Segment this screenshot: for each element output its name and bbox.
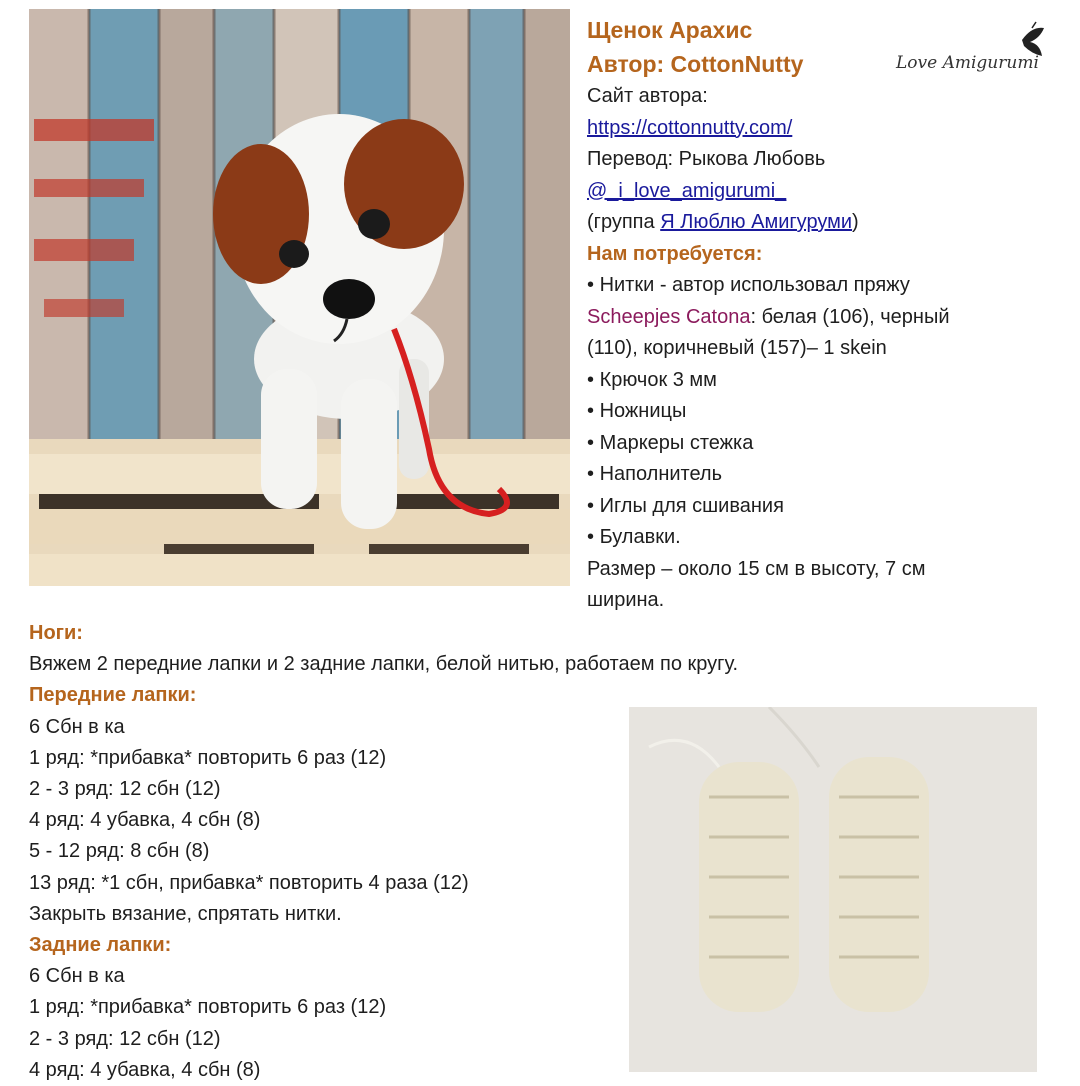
list-item: 6 Сбн в ка bbox=[29, 965, 125, 988]
instagram-link[interactable]: @_i_love_amigurumi_ bbox=[587, 179, 787, 202]
list-item: Закрыть вязание, спрятать нитки. bbox=[29, 902, 342, 925]
list-item: 2 - 3 ряд: 12 сбн (12) bbox=[29, 778, 221, 801]
list-item: 4 ряд: 4 убавка, 4 сбн (8) bbox=[29, 809, 261, 832]
site-link[interactable]: https://cottonnutty.com/ bbox=[587, 116, 793, 139]
size-line-2: ширина. bbox=[587, 589, 665, 611]
crochet-legs-photo bbox=[629, 707, 1037, 1072]
pattern-title: Щенок Арахис bbox=[587, 17, 753, 43]
list-item: • Крючок 3 мм bbox=[587, 365, 1047, 397]
list-item: • Булавки. bbox=[587, 522, 1047, 554]
list-item: 1 ряд: *прибавка* повторить 6 раз (12) bbox=[29, 996, 387, 1019]
list-item: 6 Сбн в ка bbox=[29, 715, 125, 738]
group-link[interactable]: Я Люблю Амигуруми bbox=[660, 211, 853, 233]
legs-intro: Вяжем 2 передние лапки и 2 задние лапки, белой нитью, работаем по кругу. bbox=[29, 653, 739, 676]
group-prefix: (группа bbox=[587, 211, 661, 233]
yarn-colors: : белая (106), черный bbox=[750, 305, 950, 328]
list-item: 4 ряд: 4 убавка, 4 сбн (8) bbox=[29, 1058, 261, 1081]
pattern-author: Автор: CottonNutty bbox=[587, 51, 804, 77]
site-label: Сайт автора: bbox=[587, 85, 708, 107]
group-suffix: ) bbox=[852, 211, 859, 233]
puppy-photo bbox=[29, 9, 570, 586]
pattern-header bbox=[587, 13, 1047, 617]
list-item: 1 ряд: *прибавка* повторить 6 раз (12) bbox=[29, 746, 387, 769]
yarn-line-3: (110), коричневый (157)– 1 skein bbox=[587, 337, 887, 359]
list-item: • Наполнитель bbox=[587, 459, 1047, 491]
group-line bbox=[587, 207, 1047, 239]
yarn-line-1: • Нитки - автор использовал пряжу bbox=[587, 270, 1047, 302]
back-legs-heading: Задние лапки: bbox=[29, 934, 172, 957]
list-item: • Ножницы bbox=[587, 396, 1047, 428]
yarn-line-2 bbox=[587, 302, 1047, 334]
front-legs-heading: Передние лапки: bbox=[29, 684, 197, 707]
logo-text: Love Amigurumi bbox=[896, 53, 1039, 73]
list-item: 13 ряд: *1 сбн, прибавка* повторить 4 раза (12) bbox=[29, 871, 469, 894]
legs-heading: Ноги: bbox=[29, 622, 83, 644]
list-item: 2 - 3 ряд: 12 сбн (12) bbox=[29, 1027, 221, 1050]
size-line-1: Размер – около 15 см в высоту, 7 см bbox=[587, 557, 926, 580]
list-item: • Иглы для сшивания bbox=[587, 491, 1047, 523]
translation-credit: Перевод: Рыкова Любовь bbox=[587, 148, 826, 170]
list-item: • Маркеры стежка bbox=[587, 428, 1047, 460]
list-item: 5 - 12 ряд: 8 сбн (8) bbox=[29, 840, 210, 863]
materials-heading: Нам потребуется: bbox=[587, 242, 763, 265]
yarn-brand: Scheepjes Catona bbox=[587, 305, 751, 328]
